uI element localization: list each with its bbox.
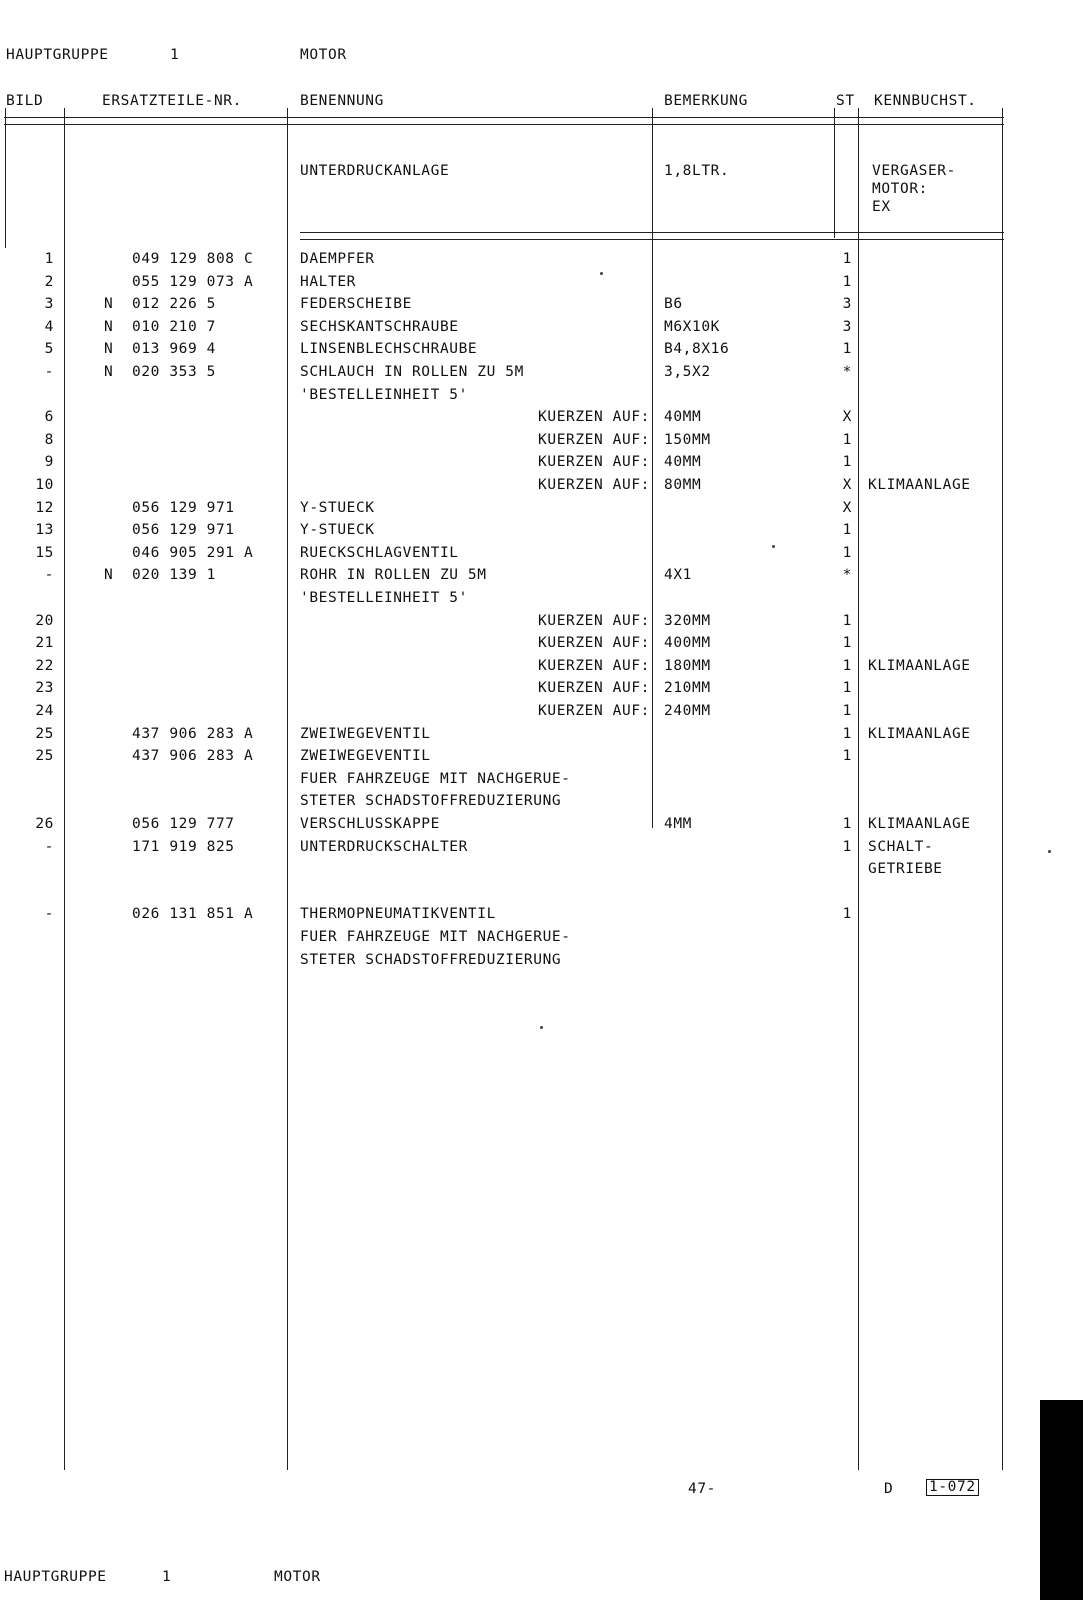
row-qty: 1 bbox=[842, 680, 852, 697]
row-qty: 1 bbox=[842, 703, 852, 719]
row-qty: 1 bbox=[842, 341, 852, 358]
page-code-box bbox=[926, 1478, 979, 1496]
row-code: GETRIEBE bbox=[868, 861, 943, 878]
row-remark: B6 bbox=[664, 296, 683, 313]
row-name: HALTER bbox=[300, 273, 356, 290]
row-name: Y-STUECK bbox=[300, 522, 375, 539]
section-code-line-1: VERGASER- bbox=[872, 163, 956, 179]
table-right-border bbox=[1002, 108, 1003, 1470]
row-remark: 210MM bbox=[664, 680, 711, 697]
col-header-remark: BEMERKUNG bbox=[664, 93, 748, 109]
row-name: UNTERDRUCKSCHALTER bbox=[300, 838, 468, 855]
row-remark: 80MM bbox=[664, 477, 702, 493]
row-qty: 1 bbox=[842, 612, 852, 629]
row-name: FEDERSCHEIBE bbox=[300, 296, 412, 313]
row-remark: 180MM bbox=[664, 657, 711, 674]
col-header-code: KENNBUCHST. bbox=[874, 93, 977, 109]
row-qty: X bbox=[842, 477, 852, 493]
section-name: UNTERDRUCKANLAGE bbox=[300, 163, 450, 179]
row-name: LINSENBLECHSCHRAUBE bbox=[300, 341, 478, 358]
row-bild: - bbox=[44, 838, 54, 855]
row-part-number: 056 129 971 bbox=[132, 499, 235, 516]
row-qty: 1 bbox=[842, 544, 852, 561]
row-part-number: 046 905 291 A bbox=[132, 544, 254, 561]
row-qty: X bbox=[842, 409, 852, 426]
row-part-number: 010 210 7 bbox=[132, 318, 216, 335]
row-name: SCHLAUCH IN ROLLEN ZU 5M bbox=[300, 364, 524, 380]
row-part-number: 056 129 777 bbox=[132, 816, 235, 832]
scan-speck bbox=[1048, 850, 1051, 853]
row-name: KUERZEN AUF: bbox=[538, 635, 650, 652]
column-divider-bild bbox=[64, 108, 65, 1470]
row-qty: 1 bbox=[842, 273, 852, 290]
row-part-number: 026 131 851 A bbox=[132, 906, 254, 923]
header-double-rule bbox=[4, 117, 1004, 125]
row-part-number: 013 969 4 bbox=[132, 341, 216, 358]
row-part-number: 020 139 1 bbox=[132, 567, 216, 584]
row-name: Y-STUECK bbox=[300, 499, 375, 516]
row-code: SCHALT- bbox=[868, 838, 934, 855]
row-remark: 4X1 bbox=[664, 567, 692, 584]
scan-speck bbox=[772, 545, 775, 548]
row-bild: - bbox=[44, 567, 54, 584]
col-header-qty: ST bbox=[836, 93, 855, 109]
row-bild: 5 bbox=[44, 341, 54, 358]
row-part-number: 020 353 5 bbox=[132, 364, 216, 380]
row-remark: M6X10K bbox=[664, 318, 720, 335]
section-remark: 1,8LTR. bbox=[664, 163, 730, 179]
group-label: HAUPTGRUPPE bbox=[6, 47, 109, 63]
row-name: KUERZEN AUF: bbox=[538, 612, 650, 629]
column-divider-name bbox=[652, 108, 653, 828]
column-divider-remark bbox=[834, 108, 835, 238]
row-code: KLIMAANLAGE bbox=[868, 657, 971, 674]
row-qty: 1 bbox=[842, 748, 852, 765]
row-remark: B4,8X16 bbox=[664, 341, 730, 358]
row-bild: - bbox=[44, 906, 54, 923]
row-bild: 20 bbox=[35, 612, 54, 629]
row-part-prefix: N bbox=[104, 318, 114, 335]
scan-speck bbox=[600, 272, 603, 275]
row-name: FUER FAHRZEUGE MIT NACHGERUE- bbox=[300, 770, 571, 787]
row-name: KUERZEN AUF: bbox=[538, 409, 650, 426]
table-left-border bbox=[5, 108, 6, 248]
row-remark: 40MM bbox=[664, 454, 702, 471]
row-name: ZWEIWEGEVENTIL bbox=[300, 725, 431, 742]
row-qty: 3 bbox=[842, 318, 852, 335]
row-bild: 25 bbox=[35, 725, 54, 742]
row-bild: 9 bbox=[44, 454, 54, 471]
row-remark: 320MM bbox=[664, 612, 711, 629]
country-code: D bbox=[884, 1481, 894, 1497]
row-part-number: 049 129 808 C bbox=[132, 251, 254, 267]
column-divider-part-no bbox=[287, 108, 288, 1470]
row-bild: 8 bbox=[44, 431, 54, 448]
row-code: KLIMAANLAGE bbox=[868, 725, 971, 742]
section-code-line-2: MOTOR: bbox=[872, 181, 928, 197]
row-bild: 26 bbox=[35, 816, 54, 832]
next-group-number: 1 bbox=[162, 1569, 172, 1585]
row-remark: 4MM bbox=[664, 816, 692, 832]
next-group-label: HAUPTGRUPPE bbox=[4, 1569, 107, 1585]
page-code: 1-072 bbox=[926, 1479, 979, 1496]
row-bild: 13 bbox=[35, 522, 54, 539]
row-name: ZWEIWEGEVENTIL bbox=[300, 748, 431, 765]
row-bild: 22 bbox=[35, 657, 54, 674]
column-divider-qty bbox=[858, 108, 859, 1470]
row-part-number: 056 129 971 bbox=[132, 522, 235, 539]
row-qty: 1 bbox=[842, 838, 852, 855]
scan-speck bbox=[540, 1026, 543, 1029]
row-bild: 1 bbox=[44, 251, 54, 267]
row-remark: 3,5X2 bbox=[664, 364, 711, 380]
row-remark: 150MM bbox=[664, 431, 711, 448]
row-name: KUERZEN AUF: bbox=[538, 657, 650, 674]
row-bild: 23 bbox=[35, 680, 54, 697]
row-name: FUER FAHRZEUGE MIT NACHGERUE- bbox=[300, 929, 571, 945]
row-bild: 3 bbox=[44, 296, 54, 313]
row-name: THERMOPNEUMATIKVENTIL bbox=[300, 906, 496, 923]
row-qty: 1 bbox=[842, 725, 852, 742]
page-number: 47- bbox=[688, 1481, 716, 1497]
section-code-line-3: EX bbox=[872, 199, 891, 215]
row-name: RUECKSCHLAGVENTIL bbox=[300, 544, 459, 561]
row-qty: 1 bbox=[842, 816, 852, 832]
row-name: DAEMPFER bbox=[300, 251, 375, 267]
row-qty: 1 bbox=[842, 454, 852, 471]
row-qty: 1 bbox=[842, 657, 852, 674]
row-part-number: 012 226 5 bbox=[132, 296, 216, 313]
row-remark: 240MM bbox=[664, 703, 711, 719]
row-name: ROHR IN ROLLEN ZU 5M bbox=[300, 567, 487, 584]
row-name: KUERZEN AUF: bbox=[538, 703, 650, 719]
row-bild: 10 bbox=[35, 477, 54, 493]
row-bild: 6 bbox=[44, 409, 54, 426]
row-name: STETER SCHADSTOFFREDUZIERUNG bbox=[300, 793, 562, 810]
row-name: KUERZEN AUF: bbox=[538, 431, 650, 448]
col-header-name: BENENNUNG bbox=[300, 93, 384, 109]
row-bild: 15 bbox=[35, 544, 54, 561]
row-qty: 1 bbox=[842, 635, 852, 652]
row-name: KUERZEN AUF: bbox=[538, 680, 650, 697]
row-remark: 400MM bbox=[664, 635, 711, 652]
row-part-number: 055 129 073 A bbox=[132, 273, 254, 290]
row-bild: 2 bbox=[44, 273, 54, 290]
row-part-prefix: N bbox=[104, 567, 114, 584]
group-title: MOTOR bbox=[300, 47, 347, 63]
row-qty: 1 bbox=[842, 522, 852, 539]
row-bild: - bbox=[44, 364, 54, 380]
row-name: KUERZEN AUF: bbox=[538, 477, 650, 493]
next-group-title: MOTOR bbox=[274, 1569, 321, 1585]
row-qty: 1 bbox=[842, 431, 852, 448]
row-name: 'BESTELLEINHEIT 5' bbox=[300, 386, 468, 403]
row-name: STETER SCHADSTOFFREDUZIERUNG bbox=[300, 951, 562, 968]
row-code: KLIMAANLAGE bbox=[868, 477, 971, 493]
row-qty: * bbox=[842, 364, 852, 380]
row-part-number: 171 919 825 bbox=[132, 838, 235, 855]
row-part-prefix: N bbox=[104, 296, 114, 313]
col-header-part-no: ERSATZTEILE-NR. bbox=[102, 93, 242, 109]
row-bild: 21 bbox=[35, 635, 54, 652]
row-name: 'BESTELLEINHEIT 5' bbox=[300, 590, 468, 606]
edge-marker-bar bbox=[1040, 1400, 1083, 1600]
row-name: KUERZEN AUF: bbox=[538, 454, 650, 471]
row-name: SECHSKANTSCHRAUBE bbox=[300, 318, 459, 335]
row-qty: 1 bbox=[842, 906, 852, 923]
row-qty: X bbox=[842, 499, 852, 516]
row-code: KLIMAANLAGE bbox=[868, 816, 971, 832]
row-bild: 25 bbox=[35, 748, 54, 765]
row-qty: * bbox=[842, 567, 852, 584]
row-bild: 12 bbox=[35, 499, 54, 516]
row-remark: 40MM bbox=[664, 409, 702, 426]
row-part-prefix: N bbox=[104, 341, 114, 358]
row-qty: 1 bbox=[842, 251, 852, 267]
row-bild: 24 bbox=[35, 703, 54, 719]
row-bild: 4 bbox=[44, 318, 54, 335]
col-header-bild: BILD bbox=[6, 93, 44, 109]
row-part-number: 437 906 283 A bbox=[132, 748, 254, 765]
row-qty: 3 bbox=[842, 296, 852, 313]
row-part-prefix: N bbox=[104, 364, 114, 380]
group-number: 1 bbox=[170, 47, 180, 63]
row-part-number: 437 906 283 A bbox=[132, 725, 254, 742]
row-name: VERSCHLUSSKAPPE bbox=[300, 816, 440, 832]
